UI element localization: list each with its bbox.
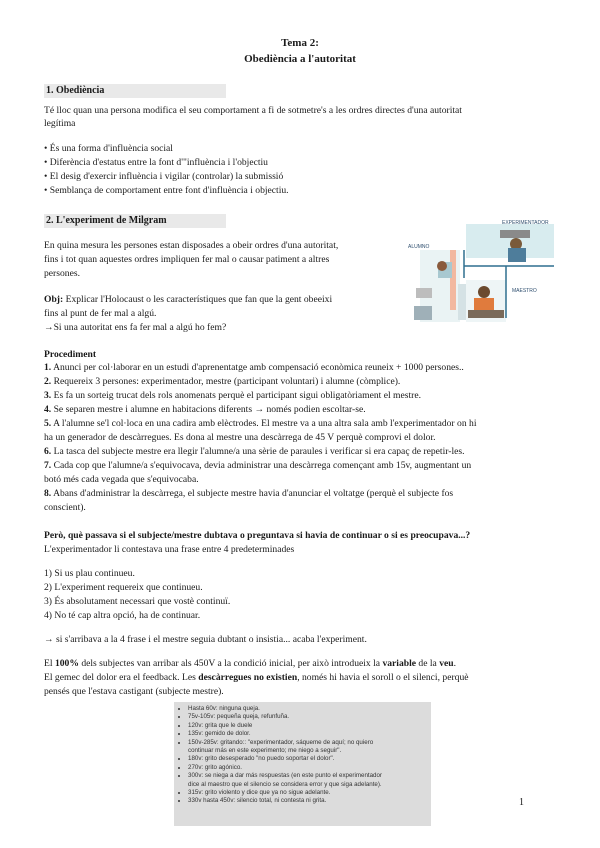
result-line-2 xyxy=(44,671,469,684)
step-text: Anunci per col·laborar en un estudi d'aprenentatge amb compensació econòmica reuneix + 1000 persones.. xyxy=(51,362,464,373)
result-text: , només hi havia el soroll o el silenci, perquè xyxy=(297,672,469,683)
result-text: de la xyxy=(416,658,440,669)
step-number: 8. xyxy=(44,488,52,499)
voltage-item: • 330v hasta 450v: silencio total, ni contesta ni grita. xyxy=(188,797,431,805)
step-number: 4. xyxy=(44,404,52,415)
procedure-heading: Procediment xyxy=(44,349,97,360)
voltage-item: • 270v: grito agónico. xyxy=(188,764,431,772)
figure-label-alumno: ALUMNO xyxy=(408,244,430,250)
result-line-1 xyxy=(44,657,456,670)
procedure-step xyxy=(44,375,400,388)
procedure-step xyxy=(44,361,464,374)
voltage-item-continuation: dice al maestro que el silencio se considera error y que siga adelante). xyxy=(188,780,382,788)
step-number: 6. xyxy=(44,446,52,457)
definition-line-1: Té lloc quan una persona modifica el seu comportament a fi de sotmetre's a les ordres directes d'una autoritat xyxy=(44,105,462,116)
voltage-item: • 315v: grito violento y dice que ya no sigue adelante. xyxy=(188,789,431,797)
procedure-step xyxy=(44,459,471,472)
result-variable: variable xyxy=(382,658,417,669)
procedure-step-continuation: botó més cada vegada que s'equivocaba. xyxy=(44,474,199,485)
question-line-2: fins i tot quan aquestes ordres impliquen fer mal o causar patiment a altres xyxy=(44,254,330,265)
voltage-item: • 75v-105v: pequeña queja, refunfuña. xyxy=(188,713,431,721)
step-text: Abans d'administrar la descàrrega, el subjecte mestre havia d'anunciar el voltatge (perquè el subjecte fos xyxy=(51,488,454,499)
page-number: 1 xyxy=(519,797,524,808)
procedure-step xyxy=(44,403,366,416)
milgram-experiment-illustration xyxy=(404,218,556,325)
step-text: La tasca del subjecte mestre era llegir l'alumne/a una sèrie de paraules i verificar si era capaç de repetir-les. xyxy=(51,446,465,457)
phrase-item: 3) És absolutament necessari que vostè continuï. xyxy=(44,596,231,607)
voltage-item: • 300v: se niega a dar más respuestas (en este punto el experimentador xyxy=(188,772,431,780)
question-line-1: En quina mesura les persones estan disposades a obeir ordres d'una autoritat, xyxy=(44,240,339,251)
step-number: 1. xyxy=(44,362,52,373)
procedure-step xyxy=(44,487,453,500)
result-text: dels subjectes van arribar als 450V a la condició inicial, per això introdueix la xyxy=(78,658,383,669)
phrase-item: 2) L'experiment requereix que continueu. xyxy=(44,582,203,593)
procedure-step xyxy=(44,417,476,430)
bullet-item: • Diferència d'estatus entre la font d'"influència i l'objectiu xyxy=(44,157,268,168)
step-text: Es fa un sorteig trucat dels rols anomenats perquè el participant sigui obligatòriament el mestre. xyxy=(51,390,421,401)
step-text: Requereix 3 persones: experimentador, mestre (participant voluntari) i alumne (còmplice). xyxy=(51,376,401,387)
step-number: 5. xyxy=(44,418,52,429)
figure-label-maestro: MAESTRO xyxy=(512,288,537,294)
result-veu: veu xyxy=(439,658,454,669)
section-heading-milgram: 2. L'experiment de Milgram xyxy=(44,214,226,228)
doubt-question: Però, què passava si el subjecte/mestre dubtava o preguntava si havia de continuar o si es preocupava...? xyxy=(44,530,471,541)
voltage-item: • 180v: grito desesperado "no puedo soportar el dolor". xyxy=(188,755,431,763)
voltage-list xyxy=(174,702,431,806)
arrow-conclusion: → si s'arribava a la 4 frase i el mestre seguia dubtant o insistia... acaba l'experiment. xyxy=(44,634,367,645)
voltage-item: • 120v: grita que le duele xyxy=(188,722,431,730)
voltage-item: • Hasta 60v: ninguna queja. xyxy=(188,705,431,713)
phrase-item: 4) No té cap altra opció, ha de continuar. xyxy=(44,610,201,621)
result-no-discharges: descàrregues no existien xyxy=(198,672,298,683)
phrase-item: 1) Si us plau continueu. xyxy=(44,568,135,579)
step-text: A l'alumne se'l col·loca en una cadira amb elèctrodes. El mestre va a una altra sala amb l'experimentador on hi xyxy=(51,418,477,429)
voltage-item-continuation: continuar más en este experimento; me niego a seguir". xyxy=(188,747,342,755)
step-number: 7. xyxy=(44,460,52,471)
milgram-figure-svg xyxy=(404,218,556,325)
voltage-item: • 135v: gemido de dolor. xyxy=(188,730,431,738)
procedure-step-continuation: ha un generador de descàrregues. Es dona al mestre una descàrrega de 45 V perquè comprovi el dolor. xyxy=(44,432,436,443)
voltage-item: • 150v-285v: gritando:: "experimentador, sáqueme de aquí; no quiero xyxy=(188,739,431,747)
step-number: 3. xyxy=(44,390,52,401)
bullet-item: • És una forma d'influència social xyxy=(44,143,173,154)
step-number: 2. xyxy=(44,376,52,387)
objective-line-3: →Si una autoritat ens fa fer mal a algú ho fem? xyxy=(44,322,227,333)
question-line-3: persones. xyxy=(44,268,80,279)
figure-label-experimentador: EXPERIMENTADOR xyxy=(502,220,549,226)
definition-line-2: legítima xyxy=(44,118,76,129)
result-text: El xyxy=(44,658,55,669)
page-subtitle: Obediència a l'autoritat xyxy=(244,53,356,65)
procedure-step xyxy=(44,445,465,458)
bullet-item: • Semblança de comportament entre font d'influència i objectiu. xyxy=(44,185,289,196)
result-text: El gemec del dolor era el feedback. Les xyxy=(44,672,199,683)
bullet-item: • El desig d'exercir influència i vigilar (controlar) la submissió xyxy=(44,171,284,182)
objective-text: Explicar l'Holocaust o les característiques que fan que la gent obeeixi xyxy=(63,294,333,305)
section-heading-obediencia: 1. Obediència xyxy=(44,84,226,98)
page-title: Tema 2: xyxy=(281,37,319,49)
result-text: . xyxy=(453,658,457,669)
objective-line-2: fins al punt de fer mal a algú. xyxy=(44,308,157,319)
result-line-3: pensés que l'estava castigant (subjecte mestre). xyxy=(44,686,224,697)
step-text: Se separen mestre i alumne en habitacions diferents → només podien escoltar-se. xyxy=(51,404,366,415)
voltage-reactions-image xyxy=(174,702,431,826)
objective-label: Obj: xyxy=(44,294,64,305)
objective-line-1 xyxy=(44,293,332,306)
step-text: Cada cop que l'alumne/a s'equivocava, devia administrar una descàrrega començant amb 15v, augmentant un xyxy=(51,460,472,471)
doubt-answer: L'experimentador li contestava una frase entre 4 predeterminades xyxy=(44,544,295,555)
procedure-step xyxy=(44,389,421,402)
procedure-step-continuation: conscient). xyxy=(44,502,86,513)
result-percent: 100% xyxy=(54,658,79,669)
